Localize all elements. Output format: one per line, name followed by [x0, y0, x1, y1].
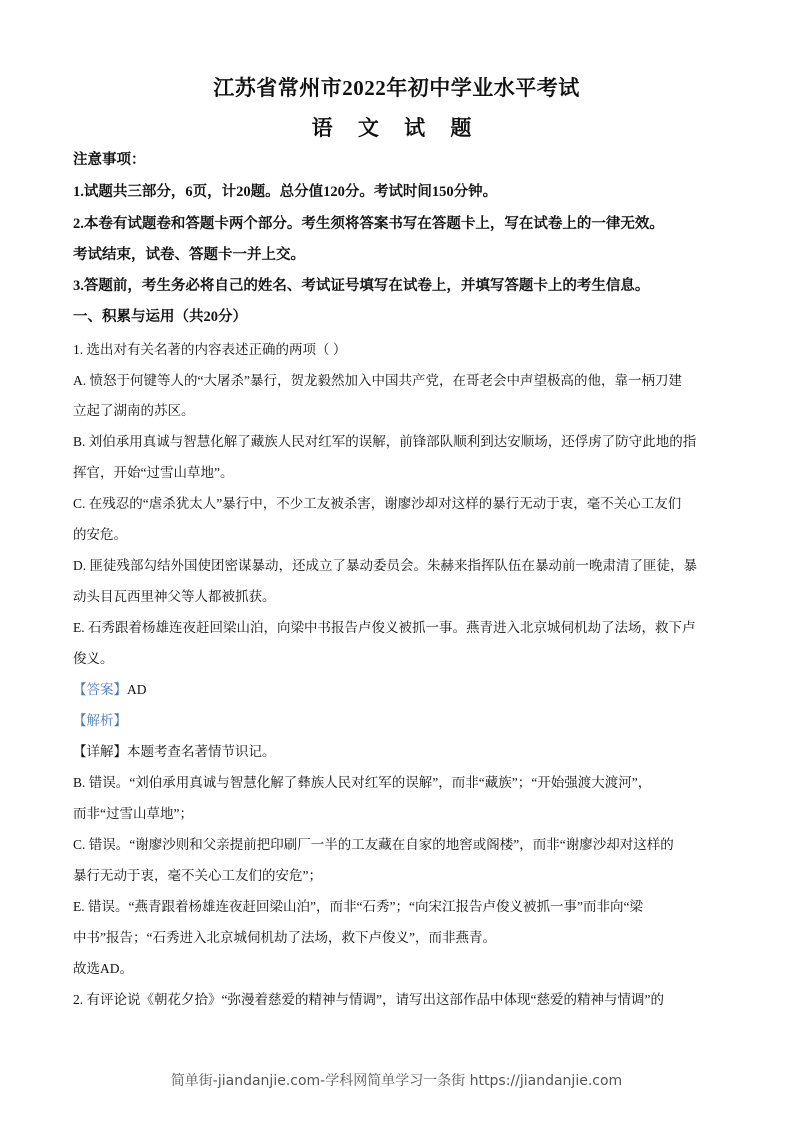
answer-value: AD — [127, 682, 147, 697]
detail-line: C. 错误。“谢廖沙则和父亲提前把印刷厂一半的工友藏在自家的地窖或阁楼”，而非“谢廖沙却对这样的 — [73, 837, 674, 852]
analysis-label: 【解析】 — [73, 713, 127, 728]
notice-line: 考试结束，试卷、答题卡一并上交。 — [73, 247, 305, 263]
notice-line: 1.试题共三部分，6页，计20题。总分值120分。考试时间150分钟。 — [73, 184, 498, 200]
notice-line: 3.答题前，考生务必将自己的姓名、考试证号填写在试卷上，并填写答题卡上的考生信息。 — [73, 278, 650, 294]
detail-line: B. 错误。“刘伯承用真诚与智慧化解了彝族人民对红军的误解”，而非“藏族”；“开始强渡大渡河”， — [73, 775, 652, 790]
question-stem: 2. 有评论说《朝花夕拾》“弥漫着慈爱的精神与情调”，请写出这部作品中体现“慈爱的精神与情调”的 — [73, 992, 664, 1007]
option-line: A. 愤怒于何键等人的“大屠杀”暴行，贺龙毅然加入中国共产党，在哥老会中声望极高的他，靠一柄刀建 — [73, 373, 682, 388]
detail-line: 而非“过雪山草地”； — [73, 806, 193, 821]
detail-line: 故选AD。 — [73, 961, 133, 976]
footer-watermark: 简单街-jiandanjie.com-学科网简单学习一条街 https://jiandanjie.com — [170, 1073, 623, 1089]
option-line: E. 石秀跟着杨雄连夜赶回梁山泊，向梁中书报告卢俊义被抓一事。燕青进入北京城伺机劫了法场，救下卢 — [73, 620, 696, 635]
detail-line: E. 错误。“燕青跟着杨雄连夜赶回梁山泊”，而非“石秀”；“向宋江报告卢俊义被抓一事”而非向“梁 — [73, 899, 643, 914]
question-stem: 1. 选出对有关名著的内容表述正确的两项（ ） — [73, 342, 347, 357]
notice-line: 2.本卷有试题卷和答题卡两个部分。考生须将答案书写在答题卡上，写在试卷上的一律无效。 — [73, 216, 664, 232]
detail-line: 中书”报告；“石秀进入北京城伺机劫了法场，救下卢俊义”，而非燕青。 — [73, 930, 496, 945]
option-line: 挥官，开始“过雪山草地”。 — [73, 465, 234, 480]
page-subtitle: 语 文 试 题 — [311, 116, 482, 140]
option-line: B. 刘伯承用真诚与智慧化解了藏族人民对红军的误解，前锋部队顺利到达安顺场，还俘虏了防守此地的指 — [73, 434, 697, 449]
option-line: 立起了湖南的苏区。 — [73, 403, 195, 418]
answer-row — [73, 680, 723, 700]
section-heading: 一、积累与运用（共20分） — [73, 309, 247, 325]
detail-line: 暴行无动于衷，毫不关心工友们的安危”； — [73, 868, 322, 883]
page-title: 江苏省常州市2022年初中学业水平考试 — [213, 76, 580, 100]
option-line: 的安危。 — [73, 527, 127, 542]
detail-line: 【详解】本题考查名著情节识记。 — [73, 744, 276, 759]
option-line: D. 匪徒残部勾结外国使团密谋暴动，还成立了暴动委员会。朱赫来指挥队伍在暴动前一晚肃清了匪徒，暴 — [73, 558, 697, 573]
option-line: 动头目瓦西里神父等人都被抓获。 — [73, 589, 276, 604]
notice-heading: 注意事项： — [73, 152, 146, 168]
answer-label: 【答案】 — [73, 682, 127, 697]
option-line: 俊义。 — [73, 651, 114, 666]
option-line: C. 在残忍的“虐杀犹太人”暴行中，不少工友被杀害，谢廖沙却对这样的暴行无动于衷，毫不关心工友们 — [73, 496, 682, 511]
